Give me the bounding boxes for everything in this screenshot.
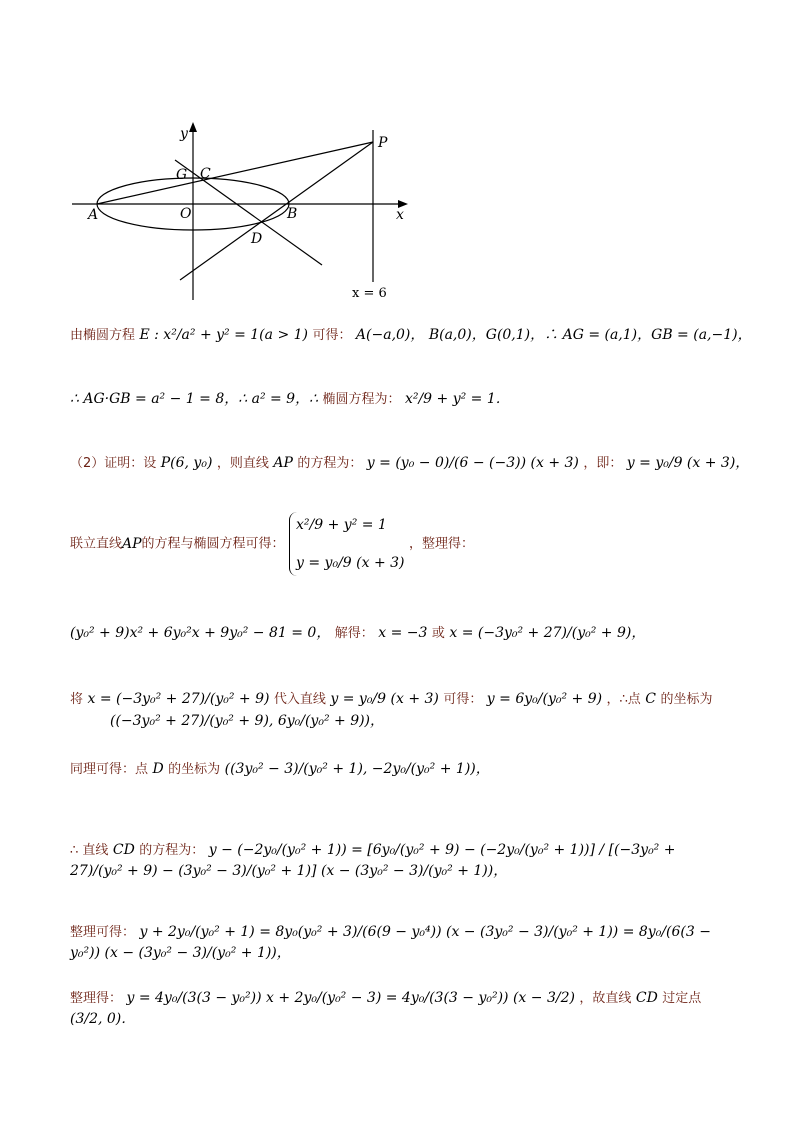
solution-line-4 xyxy=(70,512,474,576)
text: ，则直线 xyxy=(216,456,269,471)
text: 由椭圆方程 xyxy=(70,328,136,343)
text: 的方程与椭圆方程可得： xyxy=(141,536,285,552)
math: C xyxy=(645,691,656,707)
solution-line-7 xyxy=(70,762,490,776)
system-eq-2: y = y₀/9 (x + 3) xyxy=(296,555,405,571)
text: 同理可得：点 xyxy=(70,762,149,777)
line-AP xyxy=(97,142,373,204)
ellipse-figure xyxy=(60,120,420,310)
solution-line-9 xyxy=(70,922,730,964)
label-x: x xyxy=(396,207,404,223)
math: y = (y₀ − 0)/(6 − (−3)) (x + 3) xyxy=(366,455,579,471)
text: 的方程为： xyxy=(297,456,363,471)
text: 的坐标为 xyxy=(168,762,221,777)
label-C: C xyxy=(200,166,211,182)
math: ((3y₀² − 3)/(y₀² + 1), −2y₀/(y₀² + 1))， xyxy=(224,761,490,777)
math: y = y₀/9 (x + 3) xyxy=(330,691,439,707)
math: CD xyxy=(635,990,658,1006)
text: 或 xyxy=(431,626,445,641)
text: ，即： xyxy=(583,456,623,471)
text: 椭圆方程为： xyxy=(322,392,401,407)
line-CD xyxy=(175,160,322,265)
text: ，故直线 xyxy=(579,991,632,1006)
line-PD xyxy=(180,142,373,280)
text: （2）证明：设 xyxy=(70,456,157,471)
solution-line-6 xyxy=(70,692,712,728)
math: x²/9 + y² = 1． xyxy=(404,391,510,407)
math: x = (−3y₀² + 27)/(y₀² + 9) xyxy=(87,691,270,707)
text: 整理可得： xyxy=(70,925,136,940)
text: ，∴点 xyxy=(606,692,641,707)
solution-line-1 xyxy=(70,328,752,342)
equation-system xyxy=(289,512,405,576)
solution-line-2 xyxy=(70,392,510,406)
text: 过定点 xyxy=(662,991,702,1006)
label-P: P xyxy=(378,135,388,151)
label-A: A xyxy=(88,207,99,223)
math: E : x²/a² + y² = 1(a > 1) xyxy=(139,327,308,343)
math: x = (−3y₀² + 27)/(y₀² + 9)， xyxy=(449,625,646,641)
math: A(−a,0)， B(a,0)，G(0,1)，∴ AG = (a,1)，GB = (a,−1)， xyxy=(355,327,752,343)
math: ∴ AG·GB = a² − 1 = 8，∴ a² = 9，∴ xyxy=(70,391,319,407)
label-G: G xyxy=(176,167,188,183)
text: 解得： xyxy=(334,626,374,641)
text: 的方程为： xyxy=(139,843,205,858)
text: 联立直线 xyxy=(70,536,123,552)
math: (3/2, 0)． xyxy=(70,1011,136,1027)
math: (y₀² + 9)x² + 6y₀²x + 9y₀² − 81 = 0， xyxy=(70,625,331,641)
math: P(6, y₀) xyxy=(160,455,213,471)
label-D: D xyxy=(251,231,263,247)
y-axis-arrow xyxy=(189,122,197,132)
solution-line-10 xyxy=(70,988,730,1030)
text: ，整理得： xyxy=(408,536,474,552)
math: y = 6y₀/(y₀² + 9) xyxy=(486,691,603,707)
math: AP xyxy=(273,455,293,471)
math: y + 2y₀/(y₀² + 1) = 8y₀(y₀² + 3)/(6(9 − y₀⁴)) (x − (3y₀² − 3)/(y₀² + 1)) = 8y₀/(6(3 − y₀²)) (x − (3y₀² − 3)/(y₀² + 1))， xyxy=(70,924,711,961)
math: ((−3y₀² + 27)/(y₀² + 9), 6y₀/(y₀² + 9))， xyxy=(110,713,385,729)
label-x-equals-6: x = 6 xyxy=(352,286,387,301)
solution-line-8 xyxy=(70,840,730,882)
solution-line-3 xyxy=(70,456,749,470)
math: D xyxy=(152,761,164,777)
math: CD xyxy=(112,842,135,858)
text: 可得： xyxy=(443,692,483,707)
math: x = −3 xyxy=(378,625,428,641)
text: ∴ 直线 xyxy=(70,843,109,858)
math: AP xyxy=(122,536,142,552)
label-B: B xyxy=(287,206,298,222)
text: 的坐标为 xyxy=(660,692,713,707)
label-y: y xyxy=(180,126,188,142)
text: 整理得： xyxy=(70,991,123,1006)
text: 可得： xyxy=(312,328,352,343)
system-eq-1: x²/9 + y² = 1 xyxy=(296,517,387,533)
solution-line-5 xyxy=(70,626,645,640)
label-O: O xyxy=(180,206,192,222)
math: y = 4y₀/(3(3 − y₀²)) x + 2y₀/(y₀² − 3) = 4y₀/(3(3 − y₀²)) (x − 3/2) xyxy=(126,990,575,1006)
text: 代入直线 xyxy=(273,692,326,707)
math: y = y₀/9 (x + 3)， xyxy=(626,455,750,471)
math: y − (−2y₀/(y₀² + 1)) = [6y₀/(y₀² + 9) − (−2y₀/(y₀² + 1))] / [(−3y₀² + 27)/(y₀² + 9) − (3y₀² − 3)/(y₀² + 1)] (x − (3y₀² − 3)/(y₀² + 1))， xyxy=(70,842,676,879)
text: 将 xyxy=(70,692,84,707)
